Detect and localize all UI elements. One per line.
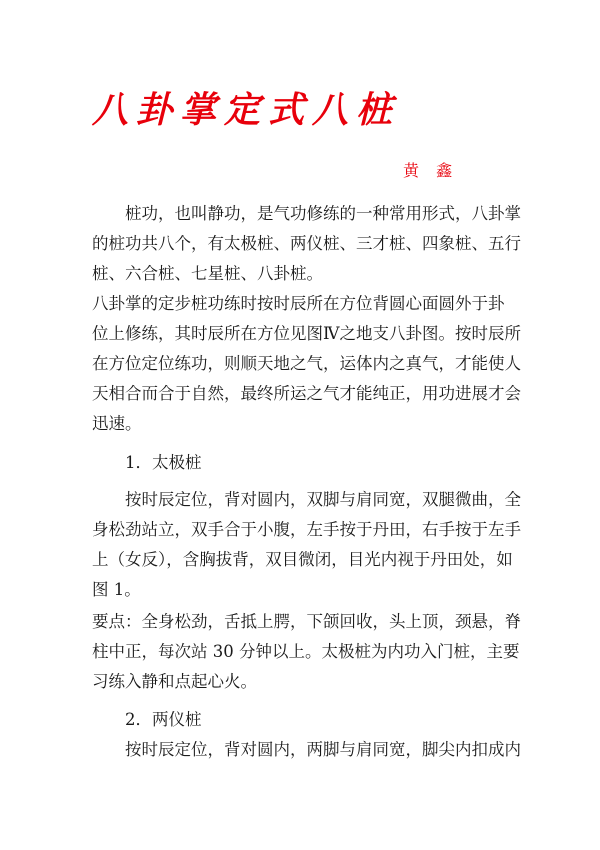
document-title: 八卦掌定式八桩 <box>92 89 401 131</box>
text-line: 八卦掌的定步桩功练时按时辰所在方位背圆心面圆外于卦 <box>92 294 505 313</box>
text-line: 柱中正，每次站 30 分钟以上。太极桩为内功入门桩，主要 <box>92 642 520 661</box>
text-line: 要点：全身松劲，舌抵上腭，下颌回收，头上顶，颈悬，脊 <box>92 612 521 631</box>
text-line: 迅速。 <box>92 414 142 433</box>
text-line: 桩、六合桩、七星桩、八卦桩。 <box>92 264 323 283</box>
text-line: 按时辰定位，背对圆内，两脚与肩同宽，脚尖内扣成内 <box>92 740 521 759</box>
text-line: 桩功，也叫静功，是气功修练的一种常用形式，八卦掌 <box>92 204 521 223</box>
text-line: 习练入静和点起心火。 <box>92 672 257 691</box>
text-line: 上（女反），含胸拔背，双目微闭，目光内视于丹田处，如 <box>92 550 513 569</box>
text-line: 身松劲站立，双手合于小腹，左手按于丹田，右手按于左手 <box>92 520 521 539</box>
text-line: 天相合而合于自然，最终所运之气才能纯正，用功进展才会 <box>92 384 521 403</box>
author-name: 黄 鑫 <box>403 161 459 180</box>
text-line: 在方位定位练功，则顺天地之气，运体内之真气，才能使人 <box>92 354 521 373</box>
text-line: 按时辰定位，背对圆内，双脚与肩同宽，双腿微曲，全 <box>92 490 521 509</box>
section-heading: 2．两仪桩 <box>92 710 202 729</box>
text-line: 位上修练，其时辰所在方位见图Ⅳ之地支八卦图。按时辰所 <box>92 324 521 343</box>
text-line: 图 1。 <box>92 580 141 599</box>
section-heading: 1．太极桩 <box>92 453 202 472</box>
text-line: 的桩功共八个，有太极桩、两仪桩、三才桩、四象桩、五行 <box>92 234 521 253</box>
